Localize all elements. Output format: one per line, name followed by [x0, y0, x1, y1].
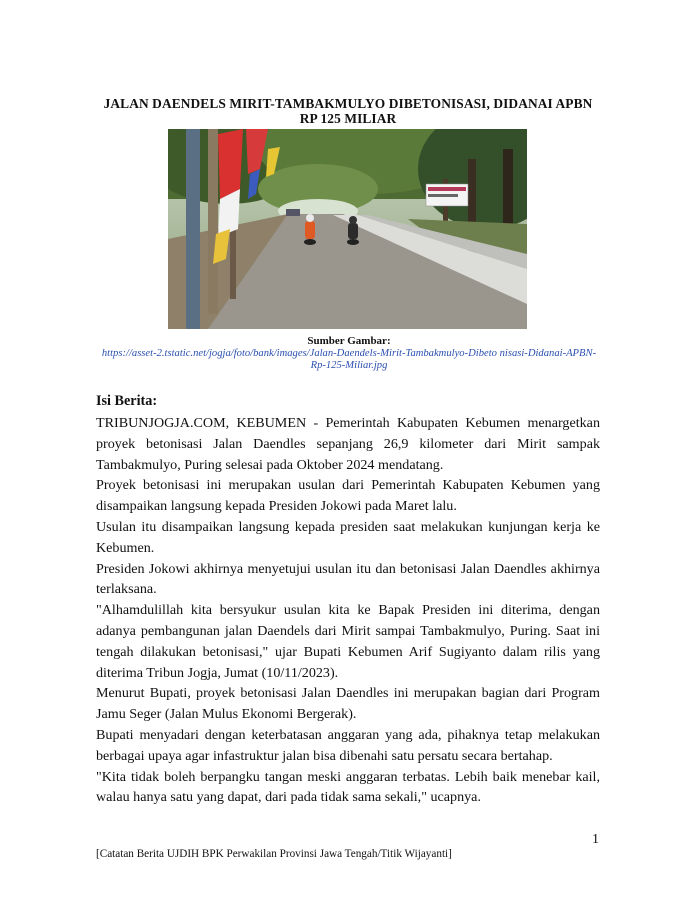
- paragraph: Bupati menyadari dengan keterbatasan anggaran yang ada, pihaknya tetap melakukan berbagai upaya agar infastruktur jalan bisa dibenahi satu persatu secara bertahap.: [96, 726, 600, 764]
- caption-label: Sumber Gambar:: [307, 335, 391, 347]
- paragraph: Menurut Bupati, proyek betonisasi Jalan Daendles ini merupakan bagian dari Program Jamu Seger (Jalan Mulus Ekonomi Bergerak).: [96, 685, 600, 723]
- photo-caption: [96, 335, 602, 372]
- article-photo: [168, 129, 527, 329]
- page-footer: [Catatan Berita UJDIH BPK Perwakilan Provinsi Jawa Tengah/Titik Wijayanti]: [96, 848, 452, 860]
- article-title: JALAN DAENDELS MIRIT-TAMBAKMULYO DIBETONISASI, DIDANAI APBN RP 125 MILIAR: [103, 96, 593, 126]
- article-body: [96, 413, 600, 808]
- road-photo-illustration: [168, 129, 527, 329]
- caption-source-link[interactable]: https://asset-2.tstatic.net/jogja/foto/bank/images/Jalan-Daendels-Mirit-Tambakmulyo-Dibeto nisasi-Didanai-APBN-Rp-125-Miliar.jpg: [101, 348, 597, 371]
- paragraph: Presiden Jokowi akhirnya menyetujui usulan itu dan betonisasi Jalan Daendles akhirnya terlaksana.: [96, 560, 600, 598]
- paragraph: "Kita tidak boleh berpangku tangan meski anggaran terbatas. Lebih baik menebar kail, walau hanya satu yang dapat, dari pada tidak sama sekali," ucapnya.: [96, 768, 600, 806]
- section-heading: Isi Berita:: [96, 393, 158, 409]
- paragraph: TRIBUNJOGJA.COM, KEBUMEN - Pemerintah Kabupaten Kebumen menargetkan proyek betonisasi Jalan Daendles sepanjang 26,9 kilometer dari Mirit sampak Tambakmulyo, Puring selesai pada Oktober 2024 mendatang.: [96, 415, 600, 473]
- paragraph: "Alhamdulillah kita bersyukur usulan kita ke Bapak Presiden ini diterima, dengan adanya pembangunan jalan Daendels dari Mirit sampai Tambakmulyo, Puring. Saat ini tengah dilakukan betonisasi," ujar Bupati Kebumen Arif Sugiyanto dalam rilis yang diterima Tribun Jogja, Jumat (10/11/2023).: [96, 602, 600, 681]
- paragraph: Usulan itu disampaikan langsung kepada presiden saat melakukan kunjungan kerja ke Kebumen.: [96, 518, 600, 556]
- page-number: 1: [592, 832, 599, 847]
- paragraph: Proyek betonisasi ini merupakan usulan dari Pemerintah Kabupaten Kebumen yang disampaikan langsung kepada Presiden Jokowi pada Maret lalu.: [96, 477, 600, 515]
